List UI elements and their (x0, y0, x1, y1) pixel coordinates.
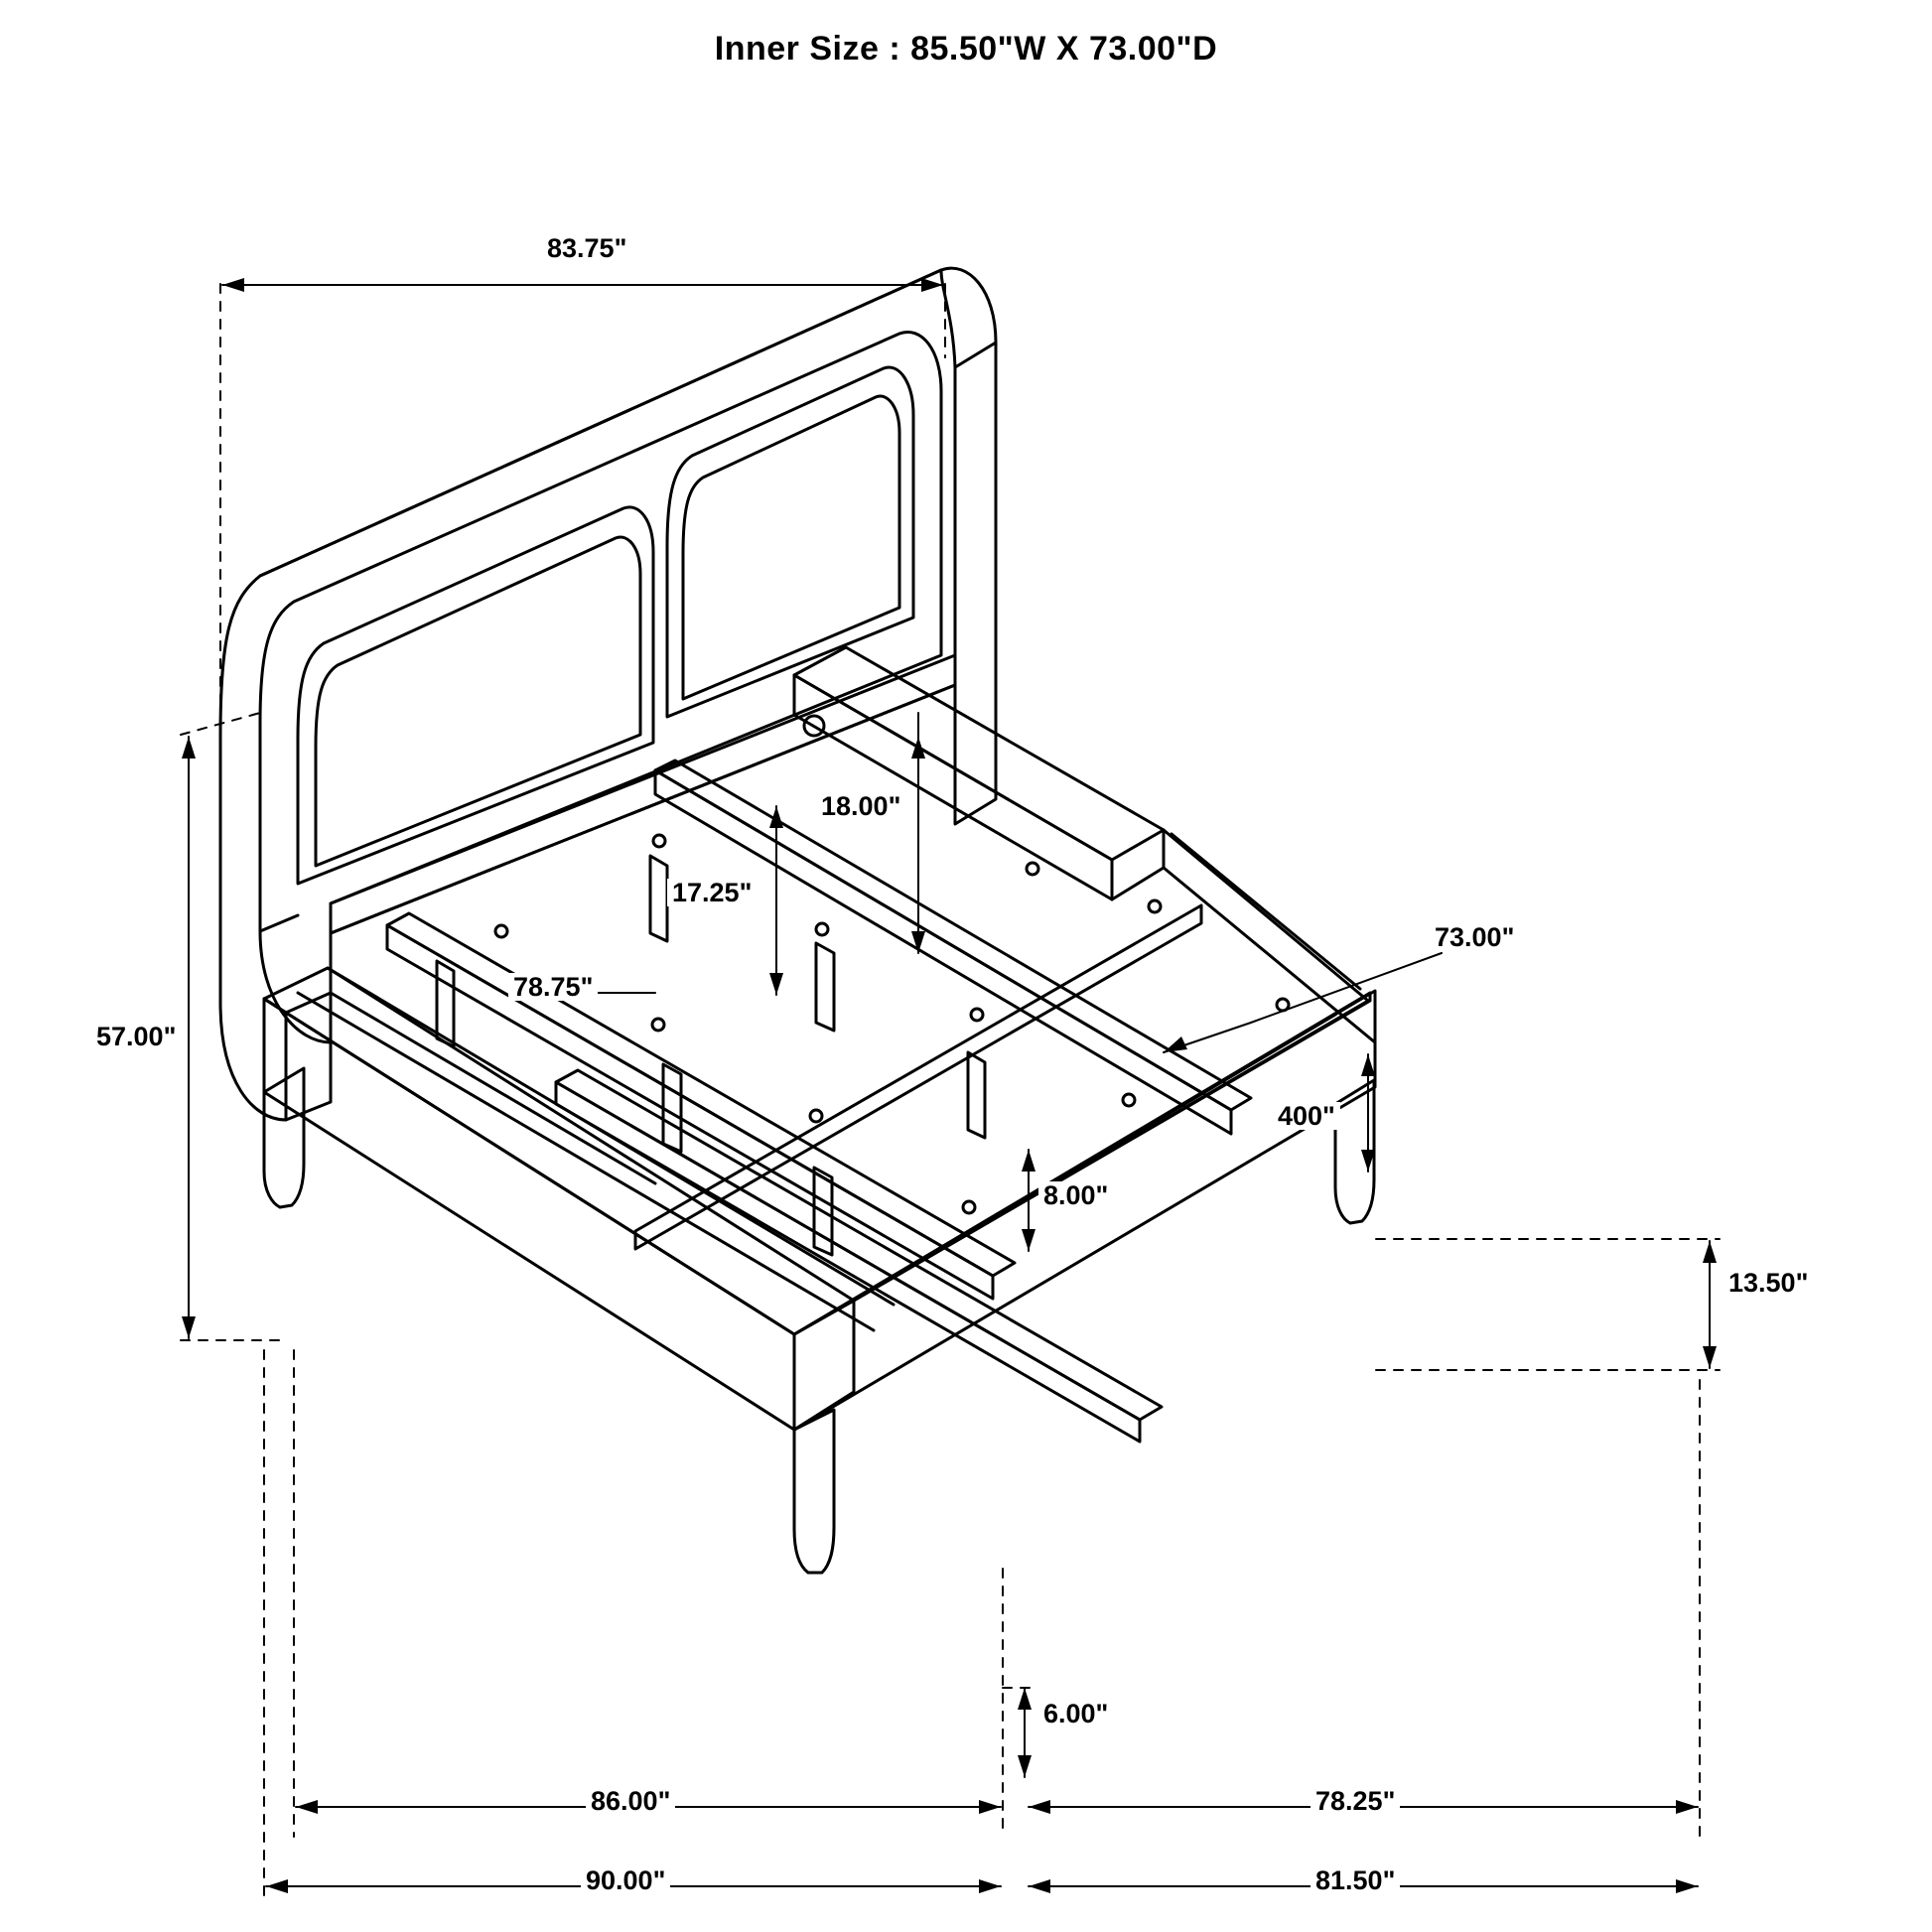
inner-right-ledge2 (854, 1015, 1335, 1301)
headboard-right-post (955, 343, 996, 685)
slat-leg-4 (663, 1064, 681, 1152)
inner-left-rail (328, 968, 894, 1305)
screw-dot (963, 1201, 975, 1213)
dim-label-73-00: 73.00" (1430, 923, 1519, 951)
dim-arrow-18-t (911, 737, 925, 759)
dim-label-78-25: 78.25" (1311, 1787, 1400, 1815)
screw-dot (1123, 1094, 1135, 1106)
headboard-post-line (260, 915, 298, 931)
headboard-bottom-rail (331, 655, 955, 903)
dim-arrow-18-b (911, 931, 925, 953)
dim-label-18-00: 18.00" (816, 792, 905, 820)
dim-label-83-75: 83.75" (542, 234, 631, 262)
headboard-top-edge (260, 270, 941, 576)
dim-arrow-17-b (769, 973, 783, 995)
screw-dot (971, 1009, 983, 1021)
dim-arrow-83-r (921, 278, 943, 292)
dim-arrow-78-l (1029, 1800, 1050, 1814)
dim-arrow-90-r (979, 1879, 1001, 1893)
screw-dot (653, 835, 665, 847)
cross-slat-1-face (387, 925, 993, 1299)
dim-arrow-6-t (1018, 1688, 1032, 1710)
foot-leg-center (794, 1410, 834, 1573)
dim-label-78-75: 78.75" (508, 973, 598, 1001)
dim-label-6-00: 6.00" (1038, 1700, 1113, 1727)
headboard-inner-frame (260, 332, 941, 1042)
foot-leg-left (264, 1068, 304, 1207)
dim-label-13-50: 13.50" (1724, 1269, 1813, 1297)
screw-dot (810, 1110, 822, 1122)
dim-arrow-81-l (1029, 1879, 1050, 1893)
cross-slat-2-face (556, 1082, 1140, 1442)
dim-label-90-00: 90.00" (581, 1866, 670, 1894)
upper-rail-end (1112, 830, 1164, 899)
headboard-left-panel-inner (316, 537, 640, 866)
dim-arrow-13-t (1703, 1241, 1717, 1263)
dim-label-81-50: 81.50" (1311, 1866, 1400, 1894)
dim-label-8-00: 8.00" (1038, 1181, 1113, 1209)
slat-leg-1 (650, 856, 667, 941)
dim-label-86-00: 86.00" (586, 1787, 675, 1815)
left-side-rail-inner (794, 1301, 854, 1430)
dim-arrow-57-b (182, 1316, 196, 1338)
screw-dot (652, 1019, 664, 1031)
center-support-rail-top (655, 760, 1251, 1110)
page-title: Inner Size : 85.50"W X 73.00"D (714, 30, 1218, 68)
dim-label-400: 400" (1273, 1102, 1340, 1130)
dim-arrow-13-b (1703, 1346, 1717, 1368)
screw-dot (816, 923, 828, 935)
dim-arrow-6-b (1018, 1755, 1032, 1777)
screw-dot (495, 925, 507, 937)
dim-arrow-57-t (182, 737, 196, 759)
dim-arrow-73 (1164, 1036, 1187, 1052)
dim-arrow-90-l (266, 1879, 288, 1893)
slat-leg-3 (816, 943, 834, 1031)
right-long-rail-top (1164, 830, 1368, 1001)
dim-arrow-81-r (1676, 1879, 1698, 1893)
center-support-rail-face (655, 770, 1231, 1134)
cross-slat-1 (387, 913, 1015, 1276)
dim-arrow-8-b (1022, 1229, 1035, 1251)
dim-label-17-25: 17.25" (667, 879, 757, 906)
screw-dot (1027, 863, 1038, 875)
slat-leg-5 (968, 1052, 985, 1138)
dim-arrow-78-r (1676, 1800, 1698, 1814)
screw-dot (1149, 900, 1161, 912)
headboard-right-panel-inner (683, 396, 899, 699)
dim-arrow-400-t (1361, 1054, 1375, 1076)
dim-label-57-00: 57.00" (91, 1023, 181, 1050)
cross-slat-2 (556, 1070, 1162, 1420)
dim-arrow-8-t (1022, 1150, 1035, 1172)
upper-rail-top (794, 647, 1164, 860)
dim-arrow-86-l (296, 1800, 318, 1814)
dim-arrow-83-l (222, 278, 244, 292)
headboard-left-post-bottom (286, 993, 331, 1120)
dim-arrow-86-r (979, 1800, 1001, 1814)
